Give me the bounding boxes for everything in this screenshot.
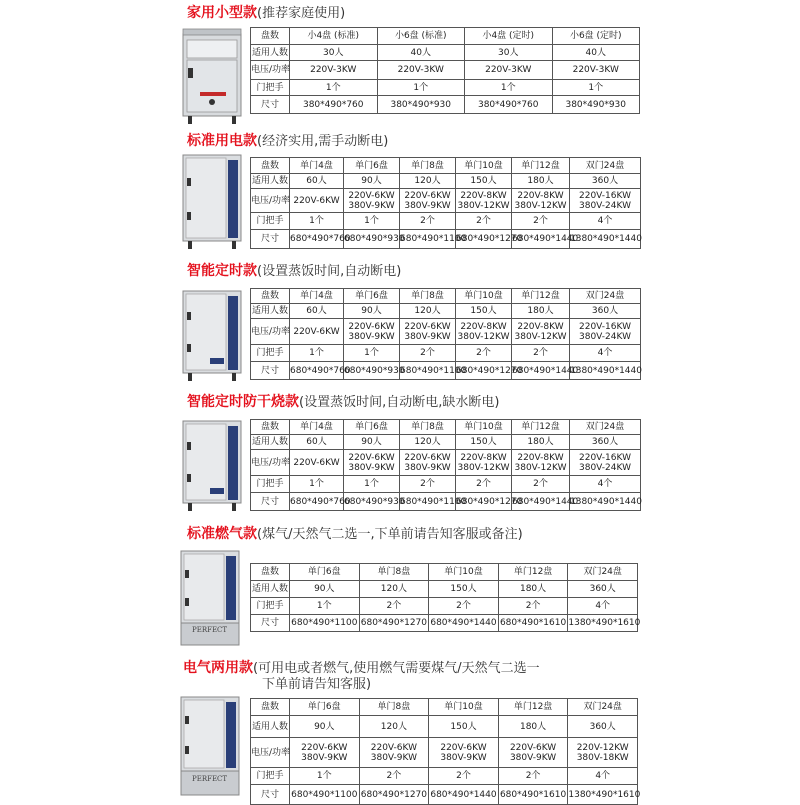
size-cell: 380*490*930: [552, 96, 640, 114]
cabinet-icon: [180, 288, 245, 383]
handle-cell: 2个: [512, 476, 570, 493]
row-label: 电压/功率: [251, 450, 290, 476]
capacity-cell: 120人: [400, 174, 456, 189]
power-line: 220V-6KW: [370, 742, 418, 753]
tray-count-cell: 单门4盘: [290, 420, 344, 435]
power-line: 380V-9KW: [301, 752, 348, 763]
spec-row-people: [251, 304, 641, 319]
handle-cell: 2个: [429, 598, 499, 615]
handle-cell: 1个: [290, 768, 360, 785]
section-note: (经济实用,需手动断电): [257, 134, 389, 149]
size-cell: 680*490*1100: [400, 362, 456, 380]
spec-row-people: [251, 174, 641, 189]
power-line: 380V-24KW: [579, 200, 631, 211]
section-name: 标准燃气款: [187, 526, 257, 542]
power-line: 220V-3KW: [397, 65, 444, 75]
row-label: 尺寸: [251, 615, 290, 632]
spec-table: [250, 698, 641, 805]
spec-row-handles: [251, 345, 641, 362]
power-line: 380V-9KW: [404, 331, 451, 342]
power-line: 220V-6KW: [348, 190, 395, 201]
size-cell: 680*490*1100: [400, 493, 456, 511]
power-line: 380V-9KW: [440, 752, 487, 763]
handle-cell: 1个: [377, 80, 465, 96]
cabinet-icon: [180, 418, 245, 513]
section-note: (设置蒸饭时间,自动断电): [257, 264, 402, 279]
row-label: 尺寸: [251, 785, 290, 805]
product-image-gas-cabinet: [178, 548, 243, 648]
row-label: 盘数: [251, 420, 290, 435]
capacity-cell: 40人: [552, 45, 640, 61]
power-cell: [290, 738, 360, 768]
capacity-cell: 120人: [400, 304, 456, 319]
spec-row-power: [251, 319, 641, 345]
size-cell: 680*490*1610: [498, 785, 568, 805]
spec-row-power: [251, 61, 640, 80]
section-note: (可用电或者燃气,使用燃气需要煤气/天然气二选一: [253, 661, 540, 676]
size-cell: 680*490*1270: [456, 362, 512, 380]
power-line: 380V-9KW: [348, 462, 395, 473]
size-cell: 680*490*1610: [498, 615, 568, 632]
spec-row-headers: [251, 699, 638, 716]
tray-count-cell: 单门8盘: [359, 699, 429, 716]
section-title: [187, 526, 523, 543]
handle-cell: 4个: [570, 476, 641, 493]
size-cell: 680*490*760: [290, 362, 344, 380]
capacity-cell: 90人: [290, 716, 360, 738]
capacity-cell: 180人: [498, 581, 568, 598]
cabinet-icon: [180, 152, 245, 252]
spec-row-sizes: [251, 362, 641, 380]
row-label: 盘数: [251, 28, 290, 45]
cabinet-icon: [180, 28, 245, 128]
handle-cell: 2个: [400, 345, 456, 362]
handle-cell: 2个: [456, 345, 512, 362]
capacity-cell: 360人: [570, 174, 641, 189]
spec-row-people: [251, 581, 638, 598]
power-line: 380V-18KW: [576, 752, 629, 763]
handle-cell: 4个: [570, 213, 641, 230]
handle-cell: 1个: [290, 345, 344, 362]
handle-cell: 2个: [359, 598, 429, 615]
spec-row-sizes: [251, 615, 638, 632]
row-label: 门把手: [251, 345, 290, 362]
handle-cell: 2个: [456, 476, 512, 493]
spec-row-headers: [251, 28, 640, 45]
handle-cell: 2个: [512, 213, 570, 230]
row-label: 盘数: [251, 158, 290, 174]
spec-row-headers: [251, 158, 641, 174]
power-cell: [570, 450, 641, 476]
size-cell: 680*490*1100: [290, 615, 360, 632]
handle-cell: 1个: [290, 476, 344, 493]
capacity-cell: 60人: [290, 435, 344, 450]
power-line: 380V-24KW: [579, 462, 631, 473]
tray-count-cell: 单门12盘: [498, 699, 568, 716]
product-image-cabinet: [180, 418, 245, 513]
row-label: 尺寸: [251, 362, 290, 380]
handle-cell: 1个: [344, 345, 400, 362]
power-line: 220V-6KW: [293, 195, 340, 206]
handle-cell: 2个: [498, 598, 568, 615]
section-title: [187, 5, 345, 22]
tray-count-cell: 单门4盘: [290, 289, 344, 304]
handle-cell: 2个: [400, 213, 456, 230]
capacity-cell: 30人: [465, 45, 553, 61]
power-cell: [290, 450, 344, 476]
tray-count-cell: 单门6盘: [344, 420, 400, 435]
capacity-cell: 150人: [429, 716, 499, 738]
tray-count-cell: 双门24盘: [570, 289, 641, 304]
power-cell: [512, 450, 570, 476]
handle-cell: 1个: [465, 80, 553, 96]
capacity-cell: 60人: [290, 304, 344, 319]
brand-label: PERFECT: [192, 775, 228, 783]
power-line: 220V-8KW: [517, 190, 564, 201]
section-title: [187, 394, 499, 411]
size-cell: 680*490*1440: [429, 785, 499, 805]
handle-cell: 1个: [290, 598, 360, 615]
capacity-cell: 90人: [344, 435, 400, 450]
power-cell: [512, 189, 570, 213]
size-cell: 680*490*930: [344, 493, 400, 511]
capacity-cell: 180人: [512, 304, 570, 319]
capacity-cell: 180人: [512, 435, 570, 450]
power-line: 220V-6KW: [404, 321, 451, 332]
handle-cell: 2个: [429, 768, 499, 785]
capacity-cell: 30人: [290, 45, 378, 61]
handle-cell: 2个: [400, 476, 456, 493]
capacity-cell: 120人: [359, 581, 429, 598]
tray-count-cell: 单门4盘: [290, 158, 344, 174]
section-name: 标准用电款: [187, 133, 257, 149]
product-image-cabinet: [180, 152, 245, 252]
power-cell: [290, 319, 344, 345]
handle-cell: 1个: [344, 213, 400, 230]
section-name: 电气两用款: [183, 660, 253, 676]
spec-table: [250, 157, 641, 249]
capacity-cell: 40人: [377, 45, 465, 61]
tray-count-cell: 单门10盘: [456, 420, 512, 435]
power-line: 380V-12KW: [514, 331, 567, 342]
tray-count-cell: 小6盘 (标准): [377, 28, 465, 45]
size-cell: 680*490*930: [344, 230, 400, 249]
capacity-cell: 60人: [290, 174, 344, 189]
size-cell: 680*490*1270: [359, 785, 429, 805]
power-line: 220V-12KW: [576, 742, 629, 753]
power-cell: [359, 738, 429, 768]
power-cell: [290, 189, 344, 213]
tray-count-cell: 单门6盘: [344, 289, 400, 304]
power-line: 220V-8KW: [460, 452, 507, 463]
capacity-cell: 180人: [512, 174, 570, 189]
size-cell: 680*490*760: [290, 230, 344, 249]
spec-row-headers: [251, 289, 641, 304]
capacity-cell: 90人: [344, 174, 400, 189]
power-cell: [429, 738, 499, 768]
row-label: 电压/功率: [251, 738, 290, 768]
tray-count-cell: 双门24盘: [568, 699, 638, 716]
capacity-cell: 150人: [429, 581, 499, 598]
section-note-line-2: [262, 677, 371, 693]
power-cell: [344, 450, 400, 476]
tray-count-cell: 单门10盘: [456, 289, 512, 304]
size-cell: 680*490*1440: [512, 230, 570, 249]
row-label: 适用人数: [251, 581, 290, 598]
size-cell: 1380*490*1610: [568, 785, 638, 805]
spec-table: [250, 288, 641, 380]
power-line: 220V-16KW: [579, 452, 631, 463]
power-line: 380V-12KW: [457, 331, 510, 342]
tray-count-cell: 小4盘 (定时): [465, 28, 553, 45]
tray-count-cell: 小6盘 (定时): [552, 28, 640, 45]
tray-count-cell: 单门8盘: [359, 564, 429, 581]
handle-cell: 4个: [568, 598, 638, 615]
tray-count-cell: 单门8盘: [400, 420, 456, 435]
size-cell: 680*490*1440: [512, 362, 570, 380]
section-note: 下单前请告知客服): [262, 677, 372, 692]
capacity-cell: 360人: [570, 304, 641, 319]
tray-count-cell: 单门10盘: [429, 564, 499, 581]
row-label: 门把手: [251, 476, 290, 493]
spec-row-handles: [251, 80, 640, 96]
handle-cell: 2个: [498, 768, 568, 785]
power-cell: [512, 319, 570, 345]
power-line: 380V-12KW: [457, 462, 510, 473]
power-line: 220V-3KW: [310, 65, 357, 75]
tray-count-cell: 双门24盘: [568, 564, 638, 581]
row-label: 适用人数: [251, 435, 290, 450]
power-line: 220V-3KW: [572, 65, 619, 75]
power-line: 380V-12KW: [514, 462, 567, 473]
capacity-cell: 120人: [359, 716, 429, 738]
power-line: 220V-6KW: [348, 452, 395, 463]
section-name: 智能定时防干烧款: [187, 394, 299, 410]
spec-row-sizes: [251, 230, 641, 249]
tray-count-cell: 单门6盘: [344, 158, 400, 174]
size-cell: 1380*490*1440: [570, 230, 641, 249]
spec-row-handles: [251, 476, 641, 493]
power-line: 220V-8KW: [460, 190, 507, 201]
spec-row-sizes: [251, 96, 640, 114]
handle-cell: 1个: [552, 80, 640, 96]
section-title: [187, 263, 401, 280]
size-cell: 1380*490*1440: [570, 493, 641, 511]
size-cell: 680*490*1270: [359, 615, 429, 632]
power-line: 380V-9KW: [404, 462, 451, 473]
product-image-cabinet: [180, 288, 245, 383]
spec-row-handles: [251, 768, 638, 785]
row-label: 门把手: [251, 213, 290, 230]
tray-count-cell: 小4盘 (标准): [290, 28, 378, 45]
tray-count-cell: 单门10盘: [429, 699, 499, 716]
row-label: 适用人数: [251, 304, 290, 319]
power-cell: [568, 738, 638, 768]
row-label: 尺寸: [251, 96, 290, 114]
power-line: 220V-6KW: [440, 742, 487, 753]
size-cell: 680*490*1440: [429, 615, 499, 632]
section-name: 家用小型款: [187, 5, 257, 21]
capacity-cell: 180人: [498, 716, 568, 738]
size-cell: 680*490*930: [344, 362, 400, 380]
row-label: 门把手: [251, 598, 290, 615]
row-label: 盘数: [251, 564, 290, 581]
capacity-cell: 150人: [456, 174, 512, 189]
tray-count-cell: 单门12盘: [512, 158, 570, 174]
row-label: 适用人数: [251, 716, 290, 738]
product-image-small-cabinet: [180, 28, 245, 128]
power-line: 220V-16KW: [579, 321, 631, 332]
size-cell: 680*490*1270: [456, 493, 512, 511]
power-cell: [498, 738, 568, 768]
power-cell: [570, 189, 641, 213]
power-line: 220V-6KW: [293, 326, 340, 337]
tray-count-cell: 单门12盘: [498, 564, 568, 581]
handle-cell: 1个: [290, 80, 378, 96]
size-cell: 680*490*1100: [400, 230, 456, 249]
spec-row-power: [251, 450, 641, 476]
size-cell: 380*490*930: [377, 96, 465, 114]
row-label: 盘数: [251, 289, 290, 304]
power-line: 220V-3KW: [485, 65, 532, 75]
spec-table: [250, 419, 641, 511]
brand-label: PERFECT: [192, 626, 228, 634]
size-cell: 680*490*1100: [290, 785, 360, 805]
spec-row-headers: [251, 420, 641, 435]
power-cell: [456, 319, 512, 345]
power-line: 220V-16KW: [579, 190, 631, 201]
power-line: 220V-6KW: [404, 190, 451, 201]
power-cell: [456, 450, 512, 476]
power-line: 220V-6KW: [348, 321, 395, 332]
row-label: 门把手: [251, 80, 290, 96]
power-line: 380V-12KW: [514, 200, 567, 211]
capacity-cell: 360人: [570, 435, 641, 450]
capacity-cell: 360人: [568, 581, 638, 598]
power-cell: [344, 319, 400, 345]
tray-count-cell: 单门8盘: [400, 289, 456, 304]
section-name: 智能定时款: [187, 263, 257, 279]
capacity-cell: 90人: [344, 304, 400, 319]
tray-count-cell: 双门24盘: [570, 420, 641, 435]
tray-count-cell: 单门10盘: [456, 158, 512, 174]
spec-table: [250, 563, 641, 632]
product-image-dual-cabinet: [178, 694, 243, 798]
row-label: 电压/功率: [251, 61, 290, 80]
power-line: 220V-6KW: [509, 742, 557, 753]
capacity-cell: 90人: [290, 581, 360, 598]
row-label: 尺寸: [251, 230, 290, 249]
size-cell: 380*490*760: [465, 96, 553, 114]
section-note: (煤气/天然气二选一,下单前请告知客服或备注): [257, 527, 523, 542]
spec-row-handles: [251, 598, 638, 615]
row-label: 电压/功率: [251, 189, 290, 213]
power-line: 380V-9KW: [370, 752, 418, 763]
spec-row-handles: [251, 213, 641, 230]
section-note: (设置蒸饭时间,自动断电,缺水断电): [299, 395, 500, 410]
power-line: 220V-8KW: [517, 321, 564, 332]
row-label: 尺寸: [251, 493, 290, 511]
row-label: 电压/功率: [251, 319, 290, 345]
power-line: 220V-6KW: [293, 457, 340, 468]
tray-count-cell: 单门6盘: [290, 699, 360, 716]
power-line: 380V-9KW: [404, 200, 451, 211]
row-label: 门把手: [251, 768, 290, 785]
handle-cell: 4个: [570, 345, 641, 362]
spec-row-sizes: [251, 493, 641, 511]
section-note: (推荐家庭使用): [257, 6, 346, 21]
power-line: 380V-9KW: [348, 200, 395, 211]
power-cell: [465, 61, 553, 80]
tray-count-cell: 双门24盘: [570, 158, 641, 174]
capacity-cell: 360人: [568, 716, 638, 738]
power-line: 380V-9KW: [509, 752, 557, 763]
power-cell: [344, 189, 400, 213]
spec-row-people: [251, 716, 638, 738]
spec-table: [250, 27, 640, 114]
capacity-cell: 150人: [456, 435, 512, 450]
power-cell: [290, 61, 378, 80]
power-cell: [400, 189, 456, 213]
section-title: [183, 660, 540, 677]
handle-cell: 1个: [344, 476, 400, 493]
power-line: 380V-24KW: [579, 331, 631, 342]
spec-row-power: [251, 738, 638, 768]
row-label: 适用人数: [251, 45, 290, 61]
power-line: 380V-12KW: [457, 200, 510, 211]
handle-cell: 1个: [290, 213, 344, 230]
row-label: 盘数: [251, 699, 290, 716]
capacity-cell: 120人: [400, 435, 456, 450]
spec-row-headers: [251, 564, 638, 581]
power-cell: [400, 450, 456, 476]
handle-cell: 4个: [568, 768, 638, 785]
size-cell: 680*490*1270: [456, 230, 512, 249]
spec-row-people: [251, 45, 640, 61]
tray-count-cell: 单门12盘: [512, 420, 570, 435]
power-line: 220V-6KW: [301, 742, 348, 753]
size-cell: 680*490*760: [290, 493, 344, 511]
power-cell: [456, 189, 512, 213]
spec-row-power: [251, 189, 641, 213]
tray-count-cell: 单门8盘: [400, 158, 456, 174]
size-cell: 680*490*1440: [512, 493, 570, 511]
power-line: 220V-6KW: [404, 452, 451, 463]
power-line: 220V-8KW: [460, 321, 507, 332]
power-cell: [570, 319, 641, 345]
row-label: 适用人数: [251, 174, 290, 189]
power-cell: [552, 61, 640, 80]
size-cell: 1380*490*1610: [568, 615, 638, 632]
power-cell: [377, 61, 465, 80]
handle-cell: 2个: [456, 213, 512, 230]
size-cell: 1380*490*1440: [570, 362, 641, 380]
section-title: [187, 133, 388, 150]
power-line: 380V-9KW: [348, 331, 395, 342]
tray-count-cell: 单门6盘: [290, 564, 360, 581]
capacity-cell: 150人: [456, 304, 512, 319]
handle-cell: 2个: [359, 768, 429, 785]
size-cell: 380*490*760: [290, 96, 378, 114]
power-line: 220V-8KW: [517, 452, 564, 463]
spec-row-sizes: [251, 785, 638, 805]
power-cell: [400, 319, 456, 345]
spec-row-people: [251, 435, 641, 450]
handle-cell: 2个: [512, 345, 570, 362]
tray-count-cell: 单门12盘: [512, 289, 570, 304]
